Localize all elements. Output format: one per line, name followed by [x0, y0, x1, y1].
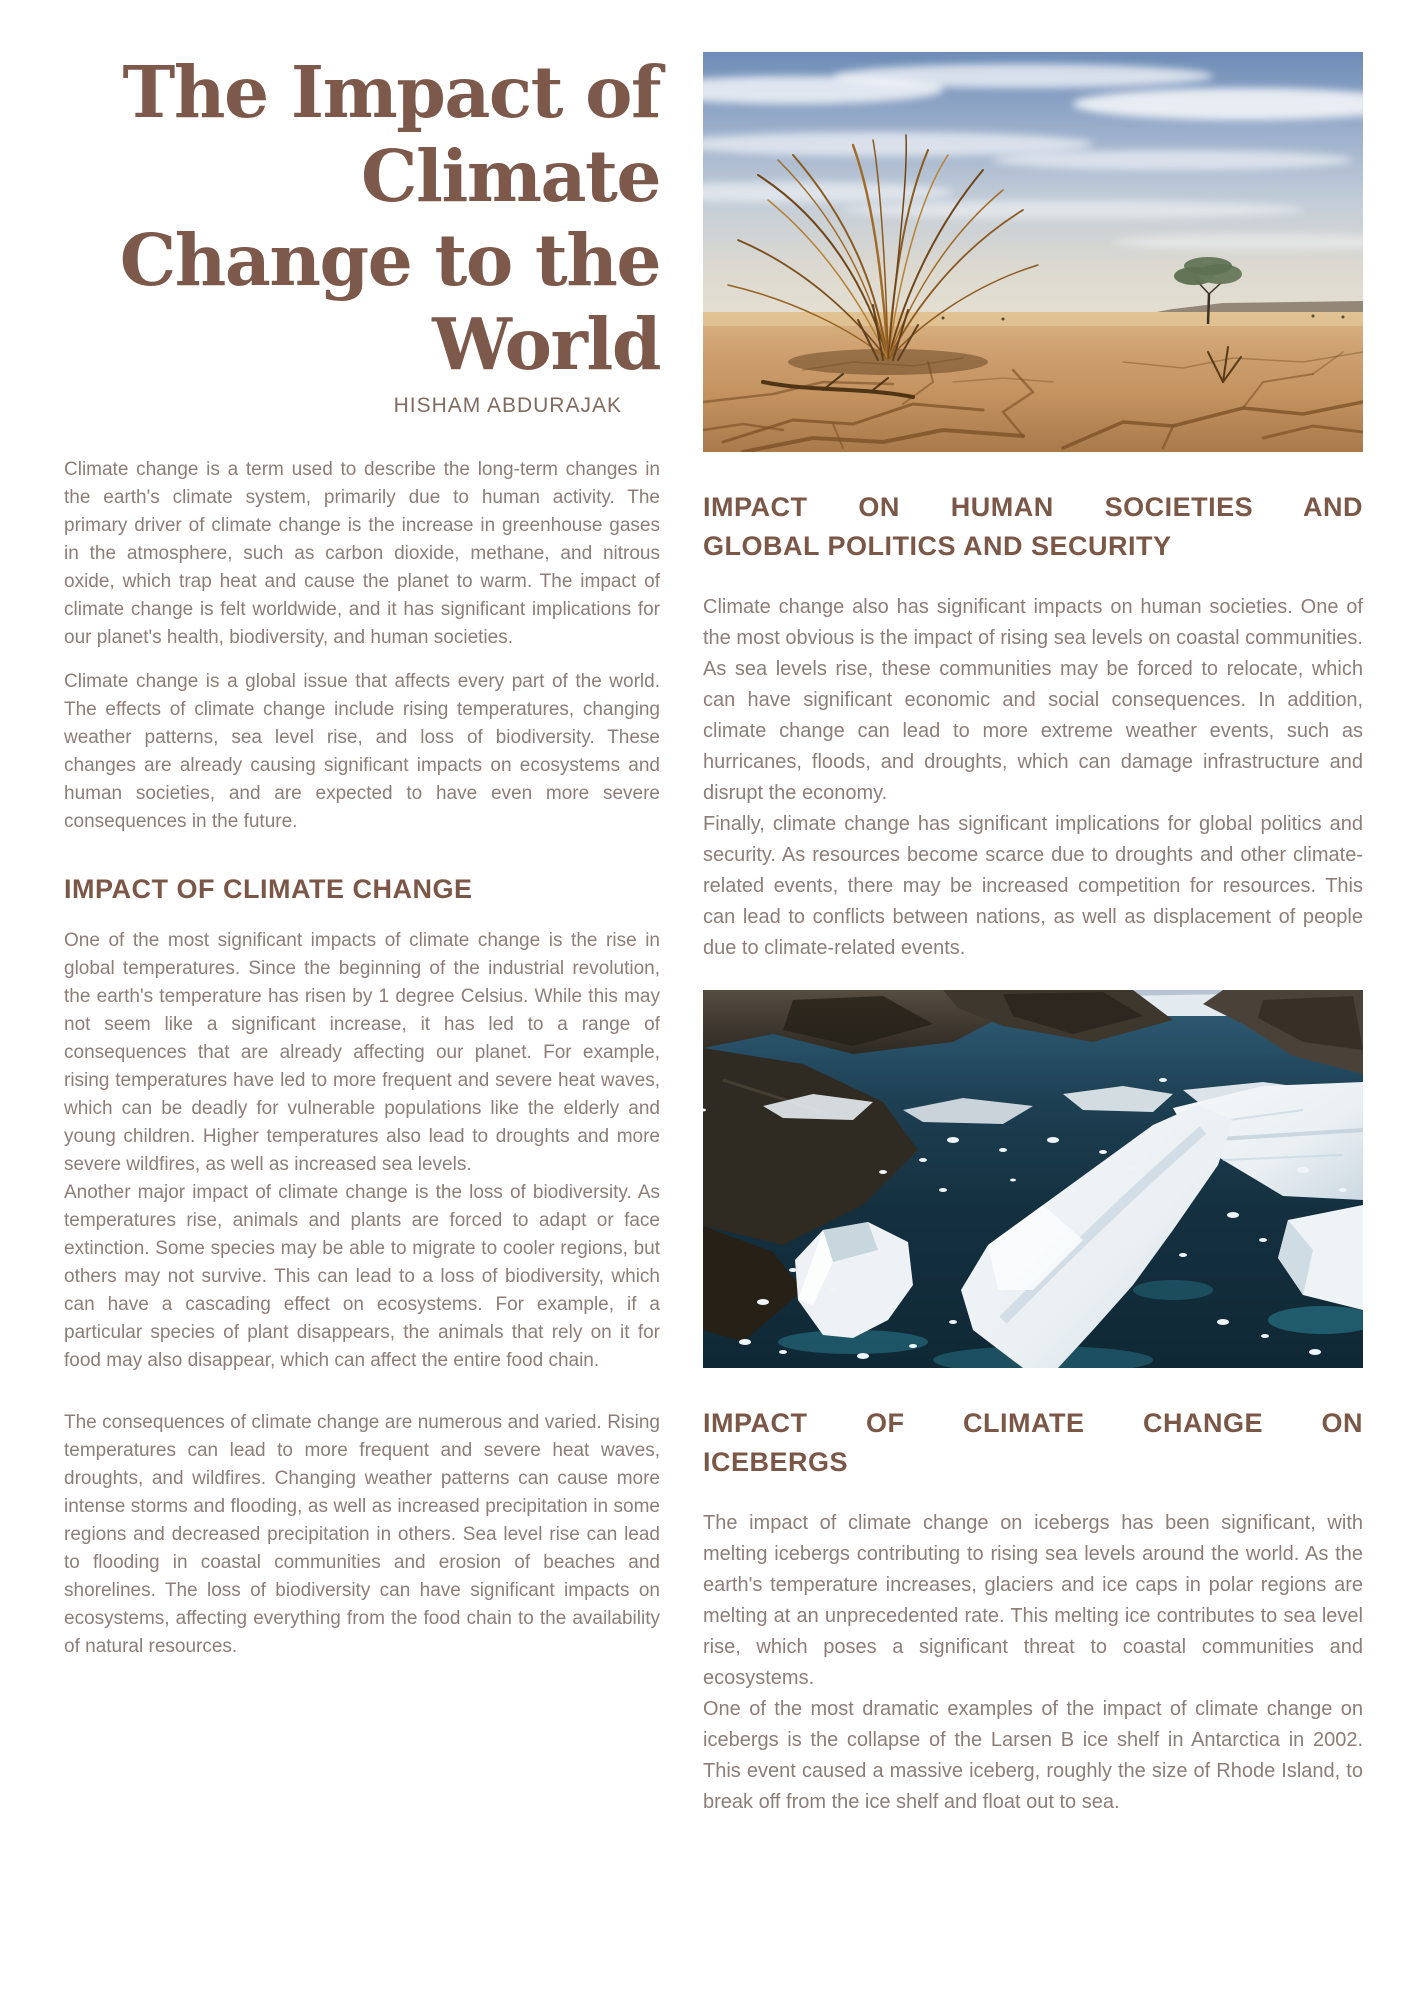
title-line: Change to the	[119, 218, 660, 302]
heading-line: IMPACT OF CLIMATE CHANGE	[64, 874, 473, 904]
paragraph: One of the most dramatic examples of the impact of climate change on icebergs is the collapse of the Larsen B ice shelf in Antarctica in 2002. This event caused a massive iceberg, roughly the size of Rhode Island, to break off from the ice shelf and float out to sea.	[703, 1698, 1363, 1813]
paragraph: The consequences of climate change are numerous and varied. Rising temperatures can lead to more frequent and severe heat waves, droughts, and wildfires. Changing weather patterns can cause more intense storms and flooding, as well as increased precipitation in some regions and decreased precipitation in others. Sea level rise can lead to flooding in coastal communities and erosion of beaches and shorelines. The loss of biodiversity can have significant impacts on ecosystems, affecting everything from the food chain to the availability of natural resources.	[64, 1412, 660, 1657]
heading-line: GLOBAL POLITICS AND SECURITY	[703, 531, 1172, 561]
human-societies-text-block	[703, 592, 1363, 964]
intro-text-block	[64, 456, 660, 836]
desert-drought-photo	[703, 52, 1363, 452]
section-heading-human-societies	[703, 488, 1363, 566]
paragraph: Climate change is a term used to describe the long-term changes in the earth's climate system, primarily due to human activity. The primary driver of climate change is the increase in greenhouse gases in the atmosphere, such as carbon dioxide, methane, and nitrous oxide, which trap heat and cause the planet to warm. The impact of climate change is felt worldwide, and it has significant implications for our planet's health, biodiversity, and human societies.	[64, 459, 660, 648]
paragraph: The impact of climate change on icebergs has been significant, with melting icebergs contributing to rising sea levels around the world. As the earth's temperature increases, glaciers and ice caps in polar regions are melting at an unprecedented rate. This melting ice contributes to sea level rise, which poses a significant threat to coastal communities and ecosystems.	[703, 1512, 1363, 1689]
paragraph: Another major impact of climate change is the loss of biodiversity. As temperatures rise, animals and plants are forced to adapt or face extinction. Some species may be able to migrate to cooler regions, but others may not survive. This can lead to a loss of biodiversity, which can have a cascading effect on ecosystems. For example, if a particular species of plant disappears, the animals that rely on it for food may also disappear, which can affect the entire food chain.	[64, 1182, 660, 1371]
paragraph: Climate change is a global issue that affects every part of the world. The effects of climate change include rising temperatures, changing weather patterns, sea level rise, and loss of biodiversity. These changes are already causing significant impacts on ecosystems and human societies, and are expected to have even more severe consequences in the future.	[64, 671, 660, 832]
author-byline: HISHAM ABDURAJAK	[393, 394, 622, 417]
section-heading-icebergs	[703, 1404, 1363, 1482]
page-title	[64, 50, 660, 386]
iceberg-fjord-photo	[703, 990, 1363, 1368]
title-line: World	[432, 302, 660, 386]
impact-text-block	[64, 927, 660, 1661]
heading-line: IMPACT ON HUMAN SOCIETIES AND	[703, 492, 1363, 522]
title-line: Climate	[360, 134, 660, 218]
section-heading-impact-of-climate-change	[64, 870, 660, 909]
paragraph: Climate change also has significant impacts on human societies. One of the most obvious is the impact of rising sea levels on coastal communities. As sea levels rise, these communities may be forced to relocate, which can have significant economic and social consequences. In addition, climate change can lead to more extreme weather events, such as hurricanes, floods, and droughts, which can damage infrastructure and disrupt the economy.	[703, 596, 1363, 804]
title-line: The Impact of	[122, 50, 660, 134]
paragraph: One of the most significant impacts of climate change is the rise in global temperatures. Since the beginning of the industrial revolution, the earth's temperature has risen by 1 degree Celsius. While this may not seem like a significant increase, it has led to a range of consequences that are already affecting our planet. For example, rising temperatures have led to more frequent and severe heat waves, which can be deadly for vulnerable populations like the elderly and young children. Higher temperatures also lead to droughts and more severe wildfires, as well as increased sea levels.	[64, 930, 660, 1175]
right-column	[703, 52, 1363, 1818]
left-column	[64, 50, 660, 1661]
icebergs-text-block	[703, 1508, 1363, 1818]
heading-line: ICEBERGS	[703, 1447, 849, 1477]
paragraph: Finally, climate change has significant implications for global politics and security. As resources become scarce due to droughts and other climate-related events, there may be increased competition for resources. This can lead to conflicts between nations, as well as displacement of people due to climate-related events.	[703, 813, 1363, 959]
heading-line: IMPACT OF CLIMATE CHANGE ON	[703, 1408, 1363, 1438]
